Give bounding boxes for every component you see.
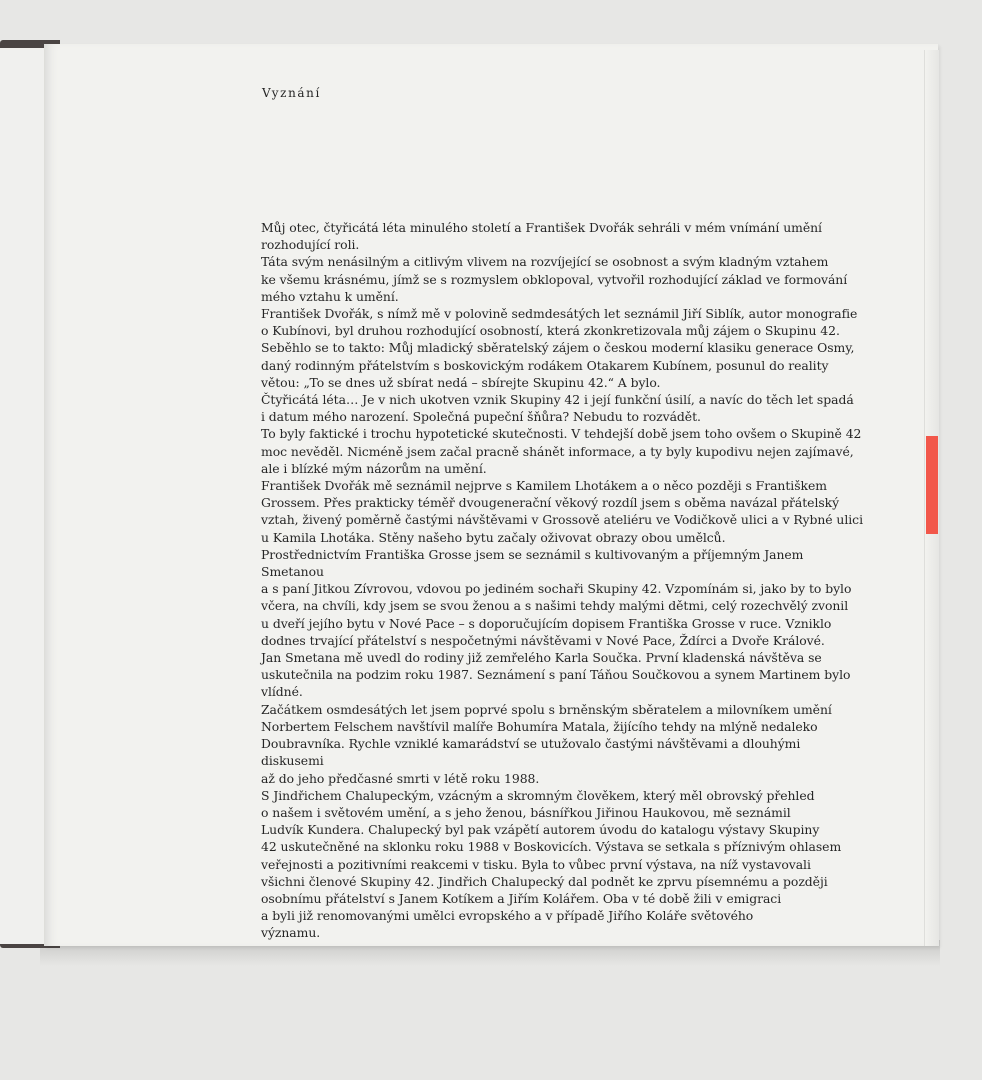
paragraph: Prostřednictvím Františka Grosse jsem se seznámil s kultivovaným a příjemným Janem Smetanou a s paní Jitkou Zívrovou, vdovou po jediném sochaři Skupiny 42. Vzpomínám si, jako by to bylo včera, na chvíli, kdy jsem se svou ženou a s našimi tehdy malými dětmi, celý rozechvělý zvonil u dveří jejího bytu v Nové Pace – s doporučujícím dopisem Františka Grosse v ruce. Vzniklo dodnes trvající přátelství s nespočetnými návštěvami v Nové Pace, Ždírci a Dvoře Králové. <box>261 546 852 648</box>
paragraph: Čtyřicátá léta… Je v nich ukotven vznik Skupiny 42 i její funkční úsilí, a navíc do těch let spadá i datum mého narození. Společná pupeční šňůra? Nebudu to rozvádět. <box>261 392 854 425</box>
paragraph: František Dvořák mě seznámil nejprve s Kamilem Lhotákem a o něco později s Františkem Grossem. Přes prakticky téměř dvougenerační věkový rozdíl jsem s oběma navázal přátelský vztah, živený poměrně častými návštěvami v Grossově ateliéru ve Vodičkově ulici a v Rybné ulici u Kamila Lhotáka. Stěny našeho bytu začaly oživovat obrazy obou umělců. <box>261 478 863 545</box>
paragraph: František Dvořák, s nímž mě v polovině sedmdesátých let seznámil Jiří Siblík, autor monografie o Kubínovi, byl druhou rozhodující osobností, která zkonkretizovala můj zájem o Skupinu 42. Seběhlo se to takto: Můj mladický sběratelský zájem o českou moderní klasiku generace Osmy, daný rodinným přátelstvím s boskovickým rodákem Otakarem Kubínem, posunul do reality větou: „To se dnes už sbírat nedá – sbírejte Skupinu 42.“ A bylo. <box>261 306 858 390</box>
paragraph: Začátkem osmdesátých let jsem poprvé spolu s brněnským sběratelem a milovníkem umění Norbertem Felschem navštívil malíře Bohumíra Matala, žijícího tehdy na mlýně nedaleko Doubravníka. Rychle vzniklé kamarádství se utužovalo častými návštěvami a dlouhými diskusemi až do jeho předčasné smrti v létě roku 1988. <box>261 701 832 786</box>
body-text <box>261 219 865 942</box>
paragraph: S Jindřichem Chalupeckým, vzácným a skromným člověkem, který měl obrovský přehled o našem i světovém umění, a s jeho ženou, básnířkou Jiřinou Haukovou, mě seznámil Ludvík Kundera. Chalupecký byl pak vzápětí autorem úvodu do katalogu výstavy Skupiny 42 uskutečněné na sklonku roku 1988 v Boskovicích. Výstava se setkala s příznivým ohlasem veřejnosti a pozitivními reakcemi v tisku. Byla to vůbec první výstava, na níž vystavovali všichni členové Skupiny 42. Jindřich Chalupecký dal podnět ke zprvu písemnému a později osobnímu přátelství s Janem Kotíkem a Jiřím Kolářem. Oba v té době žili v emigraci a byli již renomovanými umělci evropského a v případě Jiřího Koláře světového významu. <box>261 787 842 941</box>
page-heading: Vyznání <box>262 86 321 100</box>
bookmark-ribbon <box>926 436 938 534</box>
paragraph: Táta svým nenásilným a citlivým vlivem na rozvíjející se osobnost a svým kladným vztahem ke všemu krásnému, jímž se s rozmyslem obklopoval, vytvořil rozhodující základ ve formování mého vztahu k umění. <box>261 254 848 304</box>
paragraph: Jan Smetana mě uvedl do rodiny již zemřelého Karla Součka. První kladenská návštěva se uskutečnila na podzim roku 1987. Seznámení s paní Táňou Součkovou a synem Martinem bylo vlídné. <box>261 650 851 700</box>
paragraph: To byly faktické i trochu hypotetické skutečnosti. V tehdejší době jsem toho ovšem o Skupině 42 moc nevěděl. Nicméně jsem začal pracně shánět informace, a ty byly kupodivu nejen zajímavé, ale i blízké mým názorům na umění. <box>261 426 862 476</box>
left-page <box>0 48 45 944</box>
paragraph: Můj otec, čtyřicátá léta minulého století a František Dvořák sehráli v mém vnímání umění rozhodující roli. <box>261 220 822 253</box>
